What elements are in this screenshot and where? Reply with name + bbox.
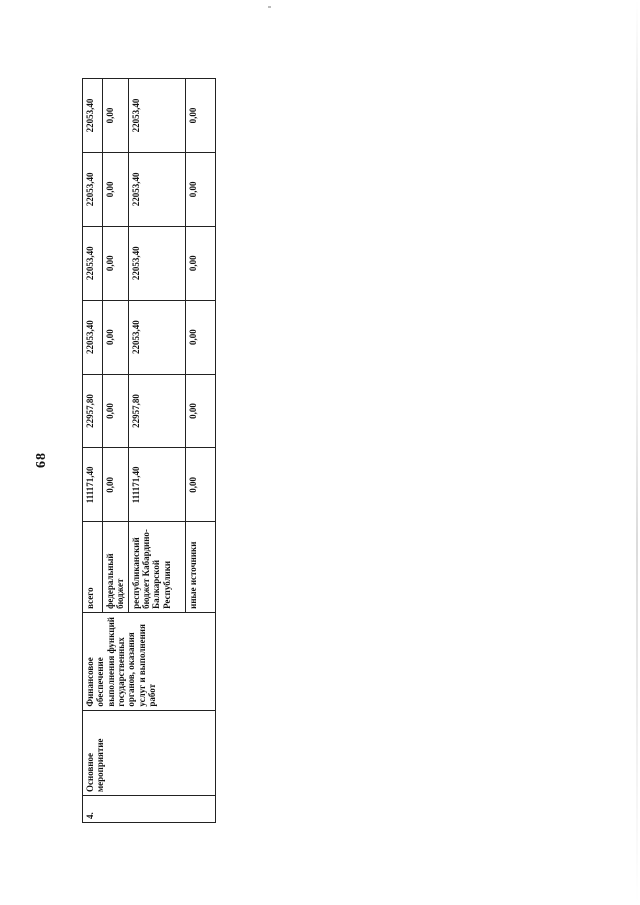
value-cell: 22053,40 <box>83 79 103 153</box>
value-cell: 111171,40 <box>128 448 185 522</box>
value-cell: 22053,40 <box>83 226 103 300</box>
value-cell: 0,00 <box>185 226 215 300</box>
value-cell: 22053,40 <box>83 152 103 226</box>
source-label-cell: федеральный бюджет <box>103 522 129 613</box>
value-cell: 0,00 <box>103 300 129 374</box>
row-name-cell: Финансовое обеспечение выполнения функций государственных органов, оказания услуг и выполнения работ <box>83 612 216 710</box>
value-cell: 22957,80 <box>83 374 103 448</box>
value-cell: 22957,80 <box>128 374 185 448</box>
value-cell: 0,00 <box>103 79 129 153</box>
table-row <box>83 79 103 823</box>
value-cell: 0,00 <box>185 300 215 374</box>
value-cell: 111171,40 <box>83 448 103 522</box>
funding-table <box>82 78 216 823</box>
value-cell: 22053,40 <box>83 300 103 374</box>
value-cell: 0,00 <box>185 152 215 226</box>
value-cell: 22053,40 <box>128 152 185 226</box>
rotated-table-frame <box>82 78 210 823</box>
scan-dot-artifact <box>268 6 271 8</box>
value-cell: 0,00 <box>103 374 129 448</box>
value-cell: 0,00 <box>185 79 215 153</box>
table-container <box>82 78 210 823</box>
value-cell: 0,00 <box>103 152 129 226</box>
value-cell: 22053,40 <box>128 300 185 374</box>
value-cell: 22053,40 <box>128 226 185 300</box>
value-cell: 0,00 <box>185 374 215 448</box>
row-index-cell: 4. <box>83 795 216 822</box>
scan-edge-artifact <box>636 0 638 905</box>
source-label-cell: всего <box>83 522 103 613</box>
source-label-cell: республиканский бюджет Кабардино-Балкарской Республики <box>128 522 185 613</box>
value-cell: 22053,40 <box>128 79 185 153</box>
value-cell: 0,00 <box>185 448 215 522</box>
page-number: 68 <box>34 452 49 468</box>
value-cell: 0,00 <box>103 448 129 522</box>
row-status-cell: Основное мероприятие <box>83 710 216 795</box>
source-label-cell: иные источники <box>185 522 215 613</box>
value-cell: 0,00 <box>103 226 129 300</box>
